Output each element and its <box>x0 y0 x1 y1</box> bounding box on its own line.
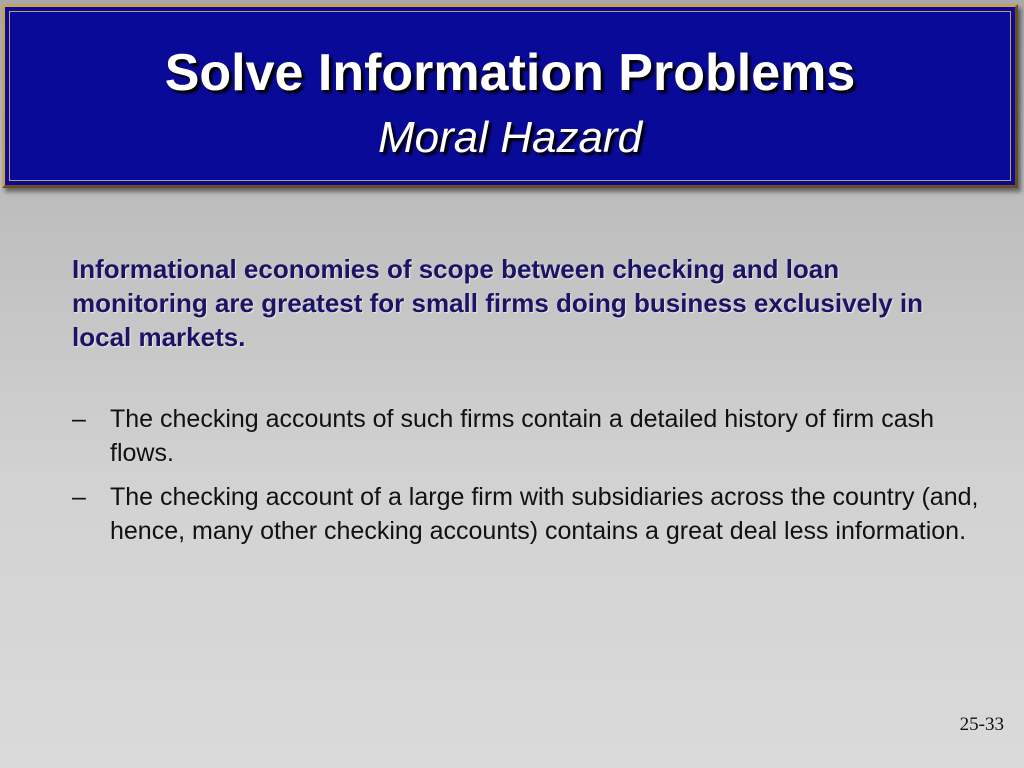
bullet-item <box>72 402 992 470</box>
bullet-text: The checking account of a large firm with subsidiaries across the country (and, hence, many other checking accounts) contains a great deal less information. <box>110 483 979 545</box>
title-banner <box>2 4 1018 188</box>
slide-title: Solve Information Problems <box>164 44 856 102</box>
slide-subtitle: Moral Hazard <box>377 113 643 162</box>
dash-marker: – <box>72 405 86 433</box>
bullet-item <box>72 480 992 548</box>
slide-number: 25-33 <box>959 714 1004 735</box>
lead-paragraph: Informational economies of scope between checking and loan monitoring are greatest for small firms doing business exclusively in local markets. <box>72 254 924 352</box>
dash-marker: – <box>72 483 86 511</box>
bullet-text: The checking accounts of such firms contain a detailed history of firm cash flows. <box>110 405 934 467</box>
bullet-list <box>72 402 992 558</box>
